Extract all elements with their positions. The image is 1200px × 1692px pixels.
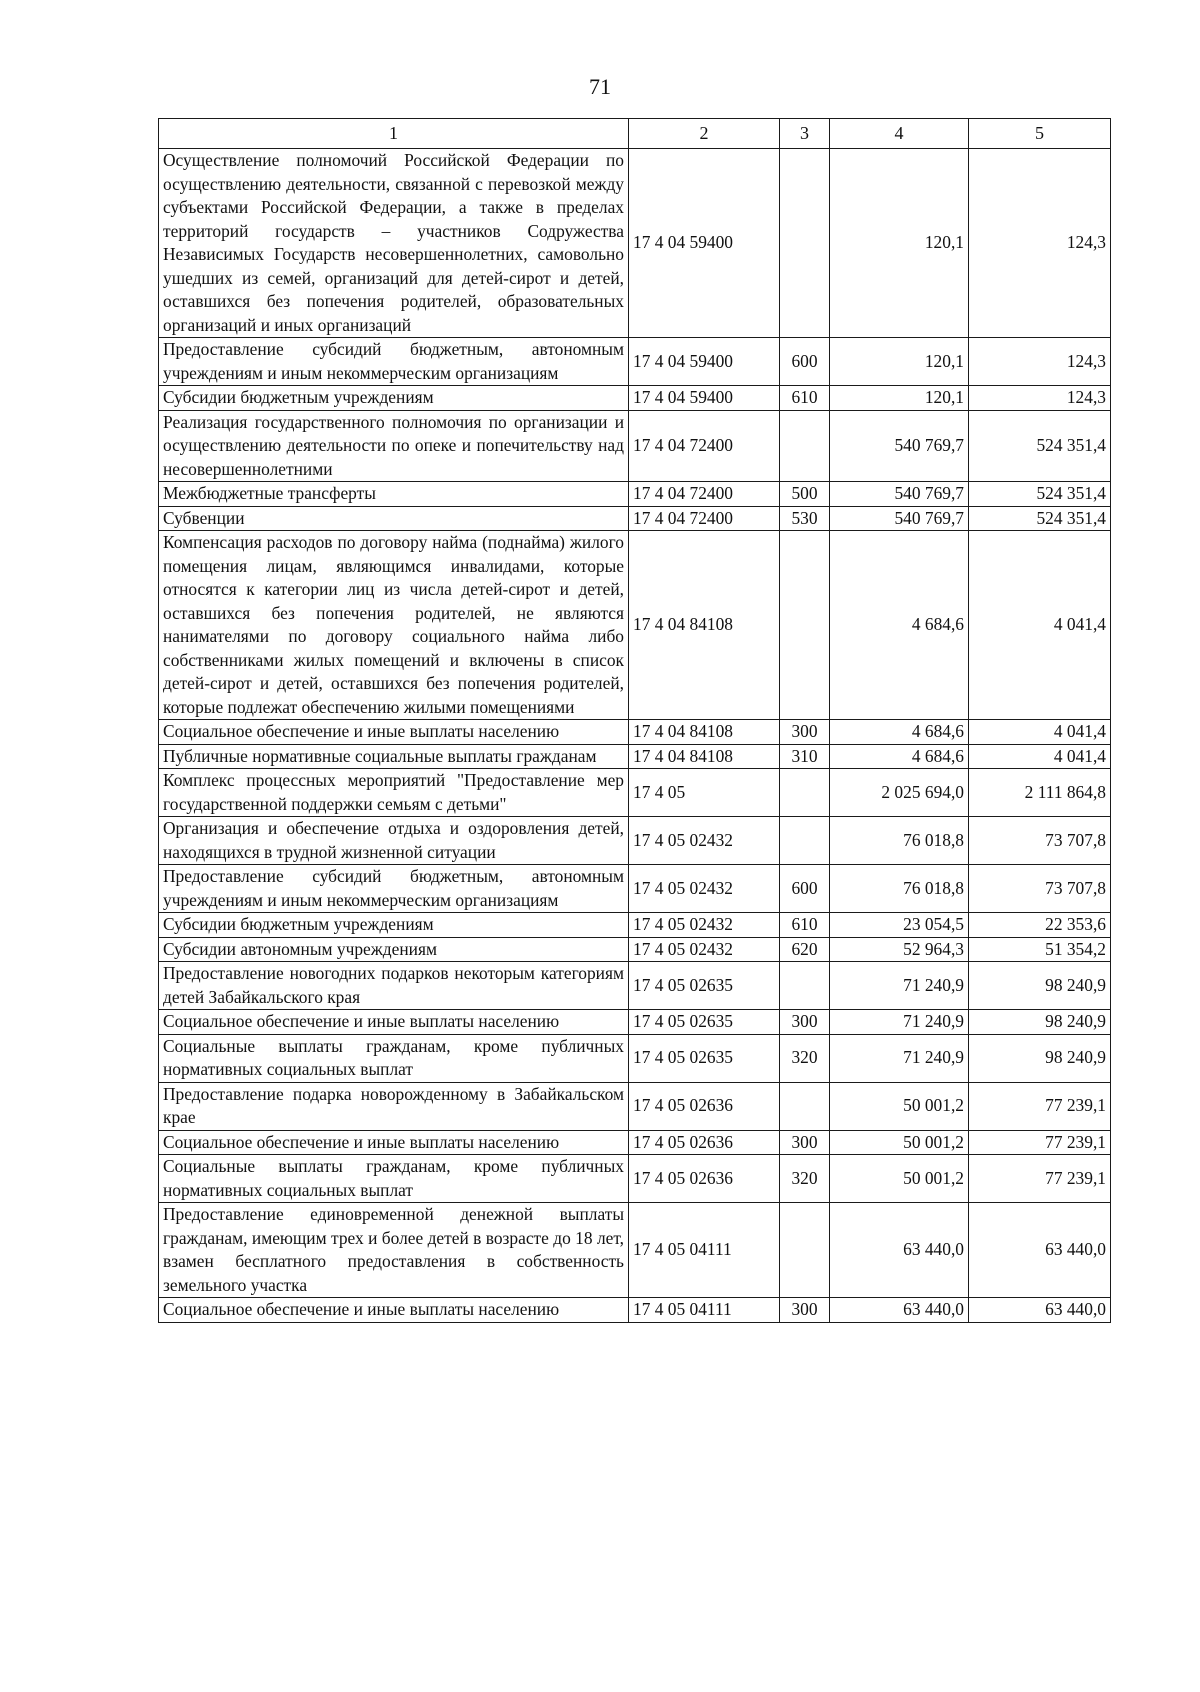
row-amount-year-2: 73 707,8 xyxy=(969,865,1111,913)
row-description: Компенсация расходов по договору найма (поднайма) жилого помещения лицам, являющимся инвалидами, которые относятся к категории лиц из числа детей-сирот и детей, оставшихся без попечения родителей, не являются нанимателями по договору социального найма либо собственниками жилых помещений и включены в список детей-сирот и детей, оставшихся без попечения родителей, которые подлежат обеспечению жилыми помещениями xyxy=(159,531,629,720)
row-amount-year-1: 4 684,6 xyxy=(830,531,969,720)
table-row xyxy=(159,937,1111,962)
row-amount-year-2: 124,3 xyxy=(969,149,1111,338)
row-expense-type: 600 xyxy=(780,865,830,913)
row-amount-year-2: 4 041,4 xyxy=(969,531,1111,720)
row-expense-type xyxy=(780,531,830,720)
row-expense-type: 320 xyxy=(780,1155,830,1203)
row-amount-year-2: 63 440,0 xyxy=(969,1298,1111,1323)
row-amount-year-2: 77 239,1 xyxy=(969,1130,1111,1155)
row-description: Субсидии бюджетным учреждениям xyxy=(159,386,629,411)
row-expense-type xyxy=(780,962,830,1010)
row-target-code: 17 4 05 02636 xyxy=(629,1155,780,1203)
row-target-code: 17 4 05 02635 xyxy=(629,1034,780,1082)
row-expense-type xyxy=(780,410,830,482)
row-description: Социальное обеспечение и иные выплаты населению xyxy=(159,720,629,745)
row-target-code: 17 4 04 72400 xyxy=(629,482,780,507)
row-target-code: 17 4 04 72400 xyxy=(629,410,780,482)
table-row xyxy=(159,962,1111,1010)
row-amount-year-2: 77 239,1 xyxy=(969,1155,1111,1203)
table-row xyxy=(159,338,1111,386)
row-description: Реализация государственного полномочия по организации и осуществлению деятельности по опеке и попечительству над несовершеннолетними xyxy=(159,410,629,482)
row-amount-year-2: 124,3 xyxy=(969,386,1111,411)
row-description: Предоставление субсидий бюджетным, автономным учреждениям и иным некоммерческим организациям xyxy=(159,865,629,913)
row-amount-year-1: 540 769,7 xyxy=(830,410,969,482)
row-description: Субсидии бюджетным учреждениям xyxy=(159,913,629,938)
row-amount-year-1: 120,1 xyxy=(830,386,969,411)
page-number: 71 xyxy=(589,74,611,99)
row-amount-year-2: 524 351,4 xyxy=(969,482,1111,507)
row-amount-year-1: 50 001,2 xyxy=(830,1130,969,1155)
row-expense-type: 500 xyxy=(780,482,830,507)
row-amount-year-2: 4 041,4 xyxy=(969,720,1111,745)
header-col-3: 3 xyxy=(780,119,830,149)
row-target-code: 17 4 04 59400 xyxy=(629,338,780,386)
header-col-2: 2 xyxy=(629,119,780,149)
header-row xyxy=(159,119,1111,149)
budget-table xyxy=(158,118,1111,1323)
table-row xyxy=(159,149,1111,338)
row-target-code: 17 4 05 02432 xyxy=(629,937,780,962)
row-target-code: 17 4 05 04111 xyxy=(629,1203,780,1298)
row-amount-year-1: 76 018,8 xyxy=(830,865,969,913)
row-amount-year-2: 51 354,2 xyxy=(969,937,1111,962)
row-target-code: 17 4 04 72400 xyxy=(629,506,780,531)
row-description: Межбюджетные трансферты xyxy=(159,482,629,507)
row-target-code: 17 4 04 59400 xyxy=(629,149,780,338)
header-col-4: 4 xyxy=(830,119,969,149)
row-expense-type: 300 xyxy=(780,720,830,745)
row-amount-year-1: 23 054,5 xyxy=(830,913,969,938)
table-row xyxy=(159,1203,1111,1298)
row-description: Предоставление новогодних подарков некоторым категориям детей Забайкальского края xyxy=(159,962,629,1010)
row-target-code: 17 4 05 xyxy=(629,769,780,817)
row-target-code: 17 4 04 84108 xyxy=(629,744,780,769)
row-description: Социальные выплаты гражданам, кроме публичных нормативных социальных выплат xyxy=(159,1034,629,1082)
row-target-code: 17 4 05 02636 xyxy=(629,1082,780,1130)
row-amount-year-1: 71 240,9 xyxy=(830,962,969,1010)
row-expense-type xyxy=(780,149,830,338)
row-expense-type xyxy=(780,1203,830,1298)
row-amount-year-2: 524 351,4 xyxy=(969,506,1111,531)
table-row xyxy=(159,769,1111,817)
row-target-code: 17 4 05 02636 xyxy=(629,1130,780,1155)
row-description: Организация и обеспечение отдыха и оздоровления детей, находящихся в трудной жизненной ситуации xyxy=(159,817,629,865)
table-body xyxy=(159,149,1111,1323)
row-amount-year-1: 63 440,0 xyxy=(830,1298,969,1323)
row-amount-year-1: 71 240,9 xyxy=(830,1034,969,1082)
row-target-code: 17 4 05 04111 xyxy=(629,1298,780,1323)
row-amount-year-2: 124,3 xyxy=(969,338,1111,386)
row-amount-year-2: 524 351,4 xyxy=(969,410,1111,482)
row-amount-year-2: 22 353,6 xyxy=(969,913,1111,938)
row-amount-year-1: 540 769,7 xyxy=(830,482,969,507)
row-amount-year-1: 76 018,8 xyxy=(830,817,969,865)
row-description: Комплекс процессных мероприятий "Предоставление мер государственной поддержки семьям с детьми" xyxy=(159,769,629,817)
table-row xyxy=(159,410,1111,482)
row-expense-type: 300 xyxy=(780,1298,830,1323)
row-expense-type: 610 xyxy=(780,913,830,938)
row-expense-type xyxy=(780,817,830,865)
table-row xyxy=(159,720,1111,745)
table-row xyxy=(159,744,1111,769)
row-amount-year-2: 77 239,1 xyxy=(969,1082,1111,1130)
row-description: Осуществление полномочий Российской Федерации по осуществлению деятельности, связанной с перевозкой между субъектами Российской Федерации, а также в пределах территорий государств – участников Содружества Независимых Государств несовершеннолетних, самовольно ушедших из семей, организаций для детей-сирот и детей, оставшихся без попечения родителей, образовательных организаций и иных организаций xyxy=(159,149,629,338)
header-col-1: 1 xyxy=(159,119,629,149)
row-target-code: 17 4 05 02635 xyxy=(629,1010,780,1035)
table-row xyxy=(159,531,1111,720)
row-amount-year-1: 120,1 xyxy=(830,338,969,386)
row-description: Социальное обеспечение и иные выплаты населению xyxy=(159,1130,629,1155)
table-row xyxy=(159,1298,1111,1323)
row-target-code: 17 4 05 02635 xyxy=(629,962,780,1010)
row-description: Социальное обеспечение и иные выплаты населению xyxy=(159,1010,629,1035)
row-description: Социальные выплаты гражданам, кроме публичных нормативных социальных выплат xyxy=(159,1155,629,1203)
row-amount-year-2: 98 240,9 xyxy=(969,1010,1111,1035)
row-expense-type: 300 xyxy=(780,1130,830,1155)
row-amount-year-1: 63 440,0 xyxy=(830,1203,969,1298)
row-target-code: 17 4 05 02432 xyxy=(629,913,780,938)
row-description: Предоставление единовременной денежной выплаты гражданам, имеющим трех и более детей в возрасте до 18 лет, взамен бесплатного предоставления в собственность земельного участка xyxy=(159,1203,629,1298)
row-amount-year-1: 540 769,7 xyxy=(830,506,969,531)
row-amount-year-1: 50 001,2 xyxy=(830,1082,969,1130)
table-row xyxy=(159,865,1111,913)
row-expense-type: 530 xyxy=(780,506,830,531)
table-row xyxy=(159,1155,1111,1203)
row-expense-type xyxy=(780,1082,830,1130)
row-amount-year-2: 2 111 864,8 xyxy=(969,769,1111,817)
row-target-code: 17 4 05 02432 xyxy=(629,865,780,913)
row-target-code: 17 4 04 84108 xyxy=(629,531,780,720)
row-amount-year-1: 120,1 xyxy=(830,149,969,338)
row-description: Социальное обеспечение и иные выплаты населению xyxy=(159,1298,629,1323)
table-row xyxy=(159,482,1111,507)
table-row xyxy=(159,817,1111,865)
row-target-code: 17 4 04 59400 xyxy=(629,386,780,411)
header-col-5: 5 xyxy=(969,119,1111,149)
table-row xyxy=(159,913,1111,938)
row-amount-year-1: 2 025 694,0 xyxy=(830,769,969,817)
row-amount-year-2: 98 240,9 xyxy=(969,962,1111,1010)
row-amount-year-1: 4 684,6 xyxy=(830,744,969,769)
row-expense-type: 320 xyxy=(780,1034,830,1082)
row-amount-year-2: 73 707,8 xyxy=(969,817,1111,865)
row-target-code: 17 4 04 84108 xyxy=(629,720,780,745)
row-amount-year-2: 4 041,4 xyxy=(969,744,1111,769)
row-amount-year-2: 98 240,9 xyxy=(969,1034,1111,1082)
row-expense-type: 300 xyxy=(780,1010,830,1035)
table-row xyxy=(159,1034,1111,1082)
row-description: Предоставление субсидий бюджетным, автономным учреждениям и иным некоммерческим организациям xyxy=(159,338,629,386)
row-description: Предоставление подарка новорожденному в Забайкальском крае xyxy=(159,1082,629,1130)
row-expense-type: 600 xyxy=(780,338,830,386)
row-amount-year-2: 63 440,0 xyxy=(969,1203,1111,1298)
row-target-code: 17 4 05 02432 xyxy=(629,817,780,865)
table-row xyxy=(159,1130,1111,1155)
table-row xyxy=(159,386,1111,411)
row-amount-year-1: 52 964,3 xyxy=(830,937,969,962)
row-expense-type: 610 xyxy=(780,386,830,411)
table-row xyxy=(159,1010,1111,1035)
row-amount-year-1: 50 001,2 xyxy=(830,1155,969,1203)
row-expense-type: 310 xyxy=(780,744,830,769)
table-row xyxy=(159,1082,1111,1130)
row-expense-type xyxy=(780,769,830,817)
row-description: Субсидии автономным учреждениям xyxy=(159,937,629,962)
row-description: Публичные нормативные социальные выплаты гражданам xyxy=(159,744,629,769)
row-amount-year-1: 71 240,9 xyxy=(830,1010,969,1035)
row-expense-type: 620 xyxy=(780,937,830,962)
row-description: Субвенции xyxy=(159,506,629,531)
row-amount-year-1: 4 684,6 xyxy=(830,720,969,745)
table-row xyxy=(159,506,1111,531)
